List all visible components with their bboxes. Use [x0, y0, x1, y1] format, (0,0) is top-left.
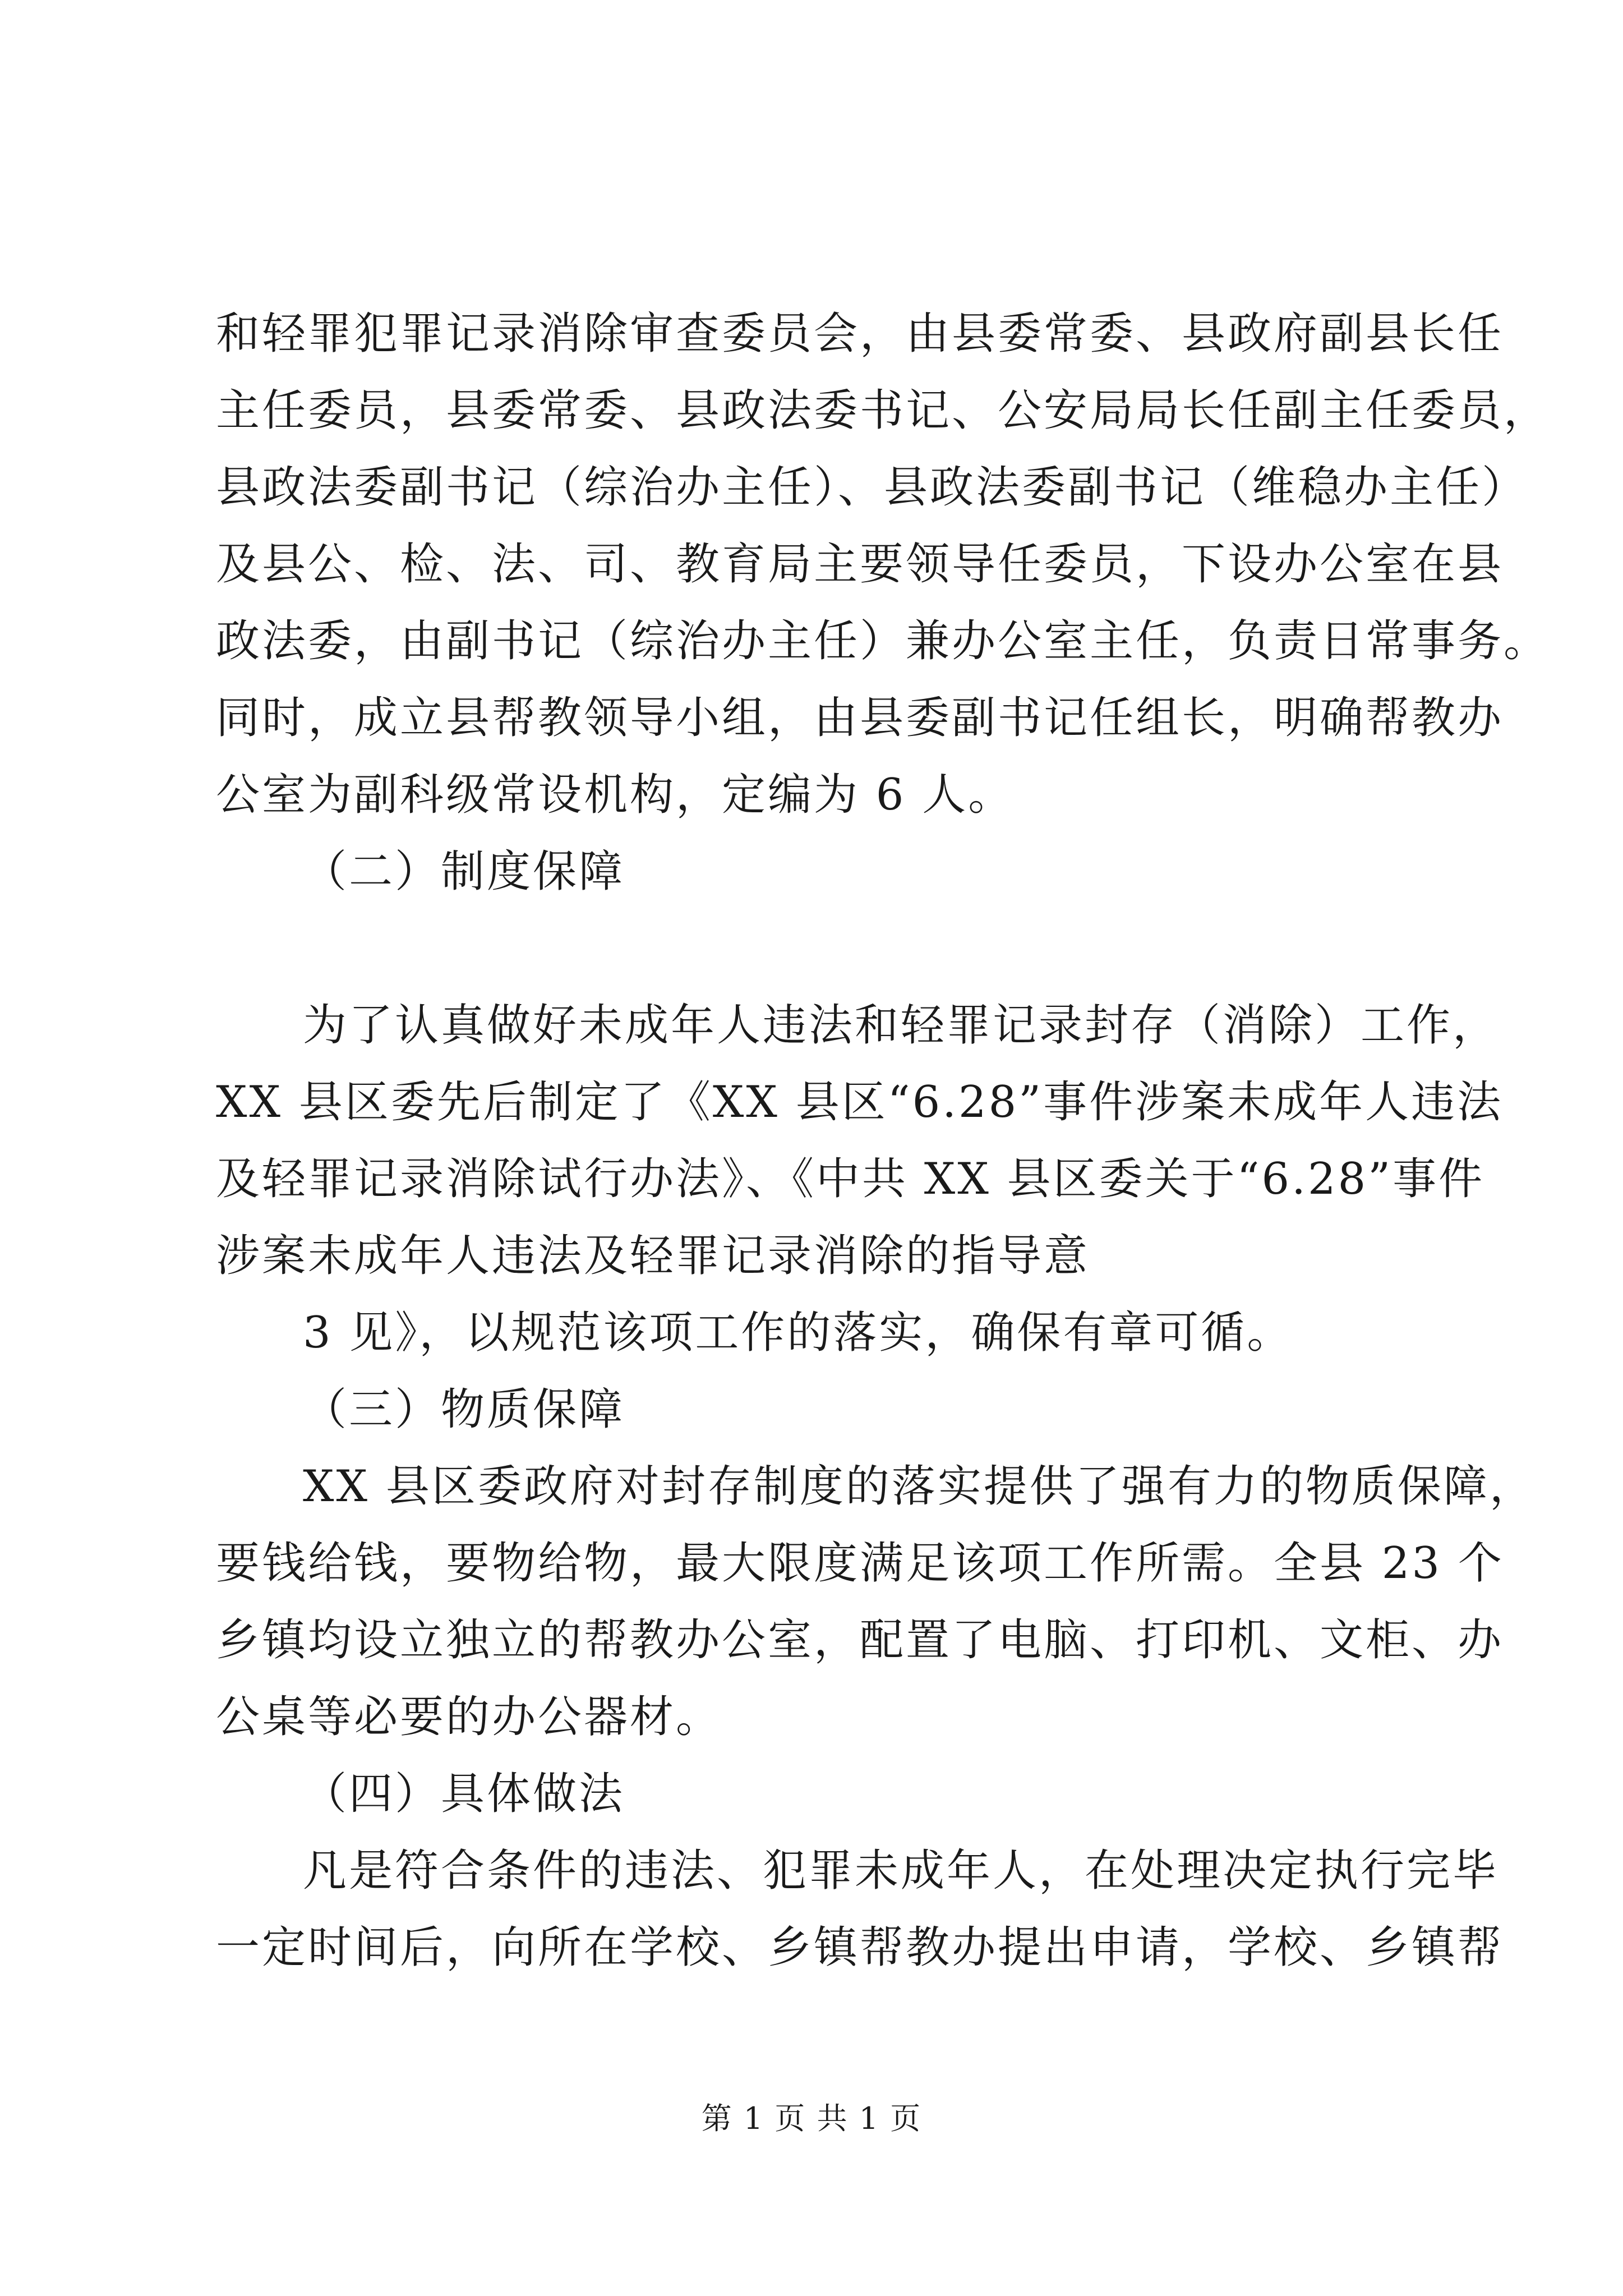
paragraph-line: XX 县区委先后制定了《XX 县区“6.28”事件涉案未成年人违法: [216, 1077, 1504, 1128]
section-heading: （二）制度保障: [303, 846, 625, 897]
paragraph-line: 涉案未成年人违法及轻罪记录消除的指导意: [216, 1231, 1090, 1281]
paragraph-line: 凡是符合条件的违法、犯罪未成年人，在处理决定执行完毕: [303, 1846, 1499, 1896]
paragraph-line: 要钱给钱，要物给物，最大限度满足该项工作所需。全县 23 个: [216, 1538, 1504, 1589]
paragraph-line: 公桌等必要的办公器材。: [216, 1692, 722, 1742]
paragraph-line: 及轻罪记录消除试行办法》、《中共 XX 县区委关于“6.28”事件: [216, 1154, 1485, 1204]
paragraph-line: 公室为副科级常设机构，定编为 6 人。: [216, 770, 1015, 820]
paragraph-line: 同时，成立县帮教领导小组，由县委副书记任组长，明确帮教办: [216, 693, 1504, 743]
paragraph-line: XX 县区委政府对封存制度的落实提供了强有力的物质保障，: [303, 1461, 1536, 1512]
paragraph-line: 3 见》，以规范该项工作的落实，确保有章可循。: [303, 1308, 1293, 1358]
section-heading: （三）物质保障: [303, 1384, 625, 1435]
section-heading: （四）具体做法: [303, 1769, 625, 1819]
paragraph-line: 主任委员，县委常委、县政法委书记、公安局局长任副主任委员，: [216, 385, 1550, 436]
paragraph-line: 县政法委副书记（综治办主任）、县政法委副书记（维稳办主任）: [216, 462, 1528, 513]
paragraph-line: 政法委，由副书记（综治办主任）兼办公室主任，负责日常事务。: [216, 616, 1550, 666]
paragraph-line: 为了认真做好未成年人违法和轻罪记录封存（消除）工作，: [303, 1000, 1499, 1051]
paragraph-line: 乡镇均设立独立的帮教办公室，配置了电脑、打印机、文柜、办: [216, 1615, 1504, 1665]
paragraph-line: 及县公、检、法、司、教育局主要领导任委员，下设办公室在县: [216, 539, 1504, 590]
page-footer: 第 1 页 共 1 页: [701, 2101, 922, 2136]
paragraph-line: 一定时间后，向所在学校、乡镇帮教办提出申请，学校、乡镇帮: [216, 1922, 1504, 1973]
paragraph-line: 和轻罪犯罪记录消除审查委员会，由县委常委、县政府副县长任: [216, 309, 1504, 359]
